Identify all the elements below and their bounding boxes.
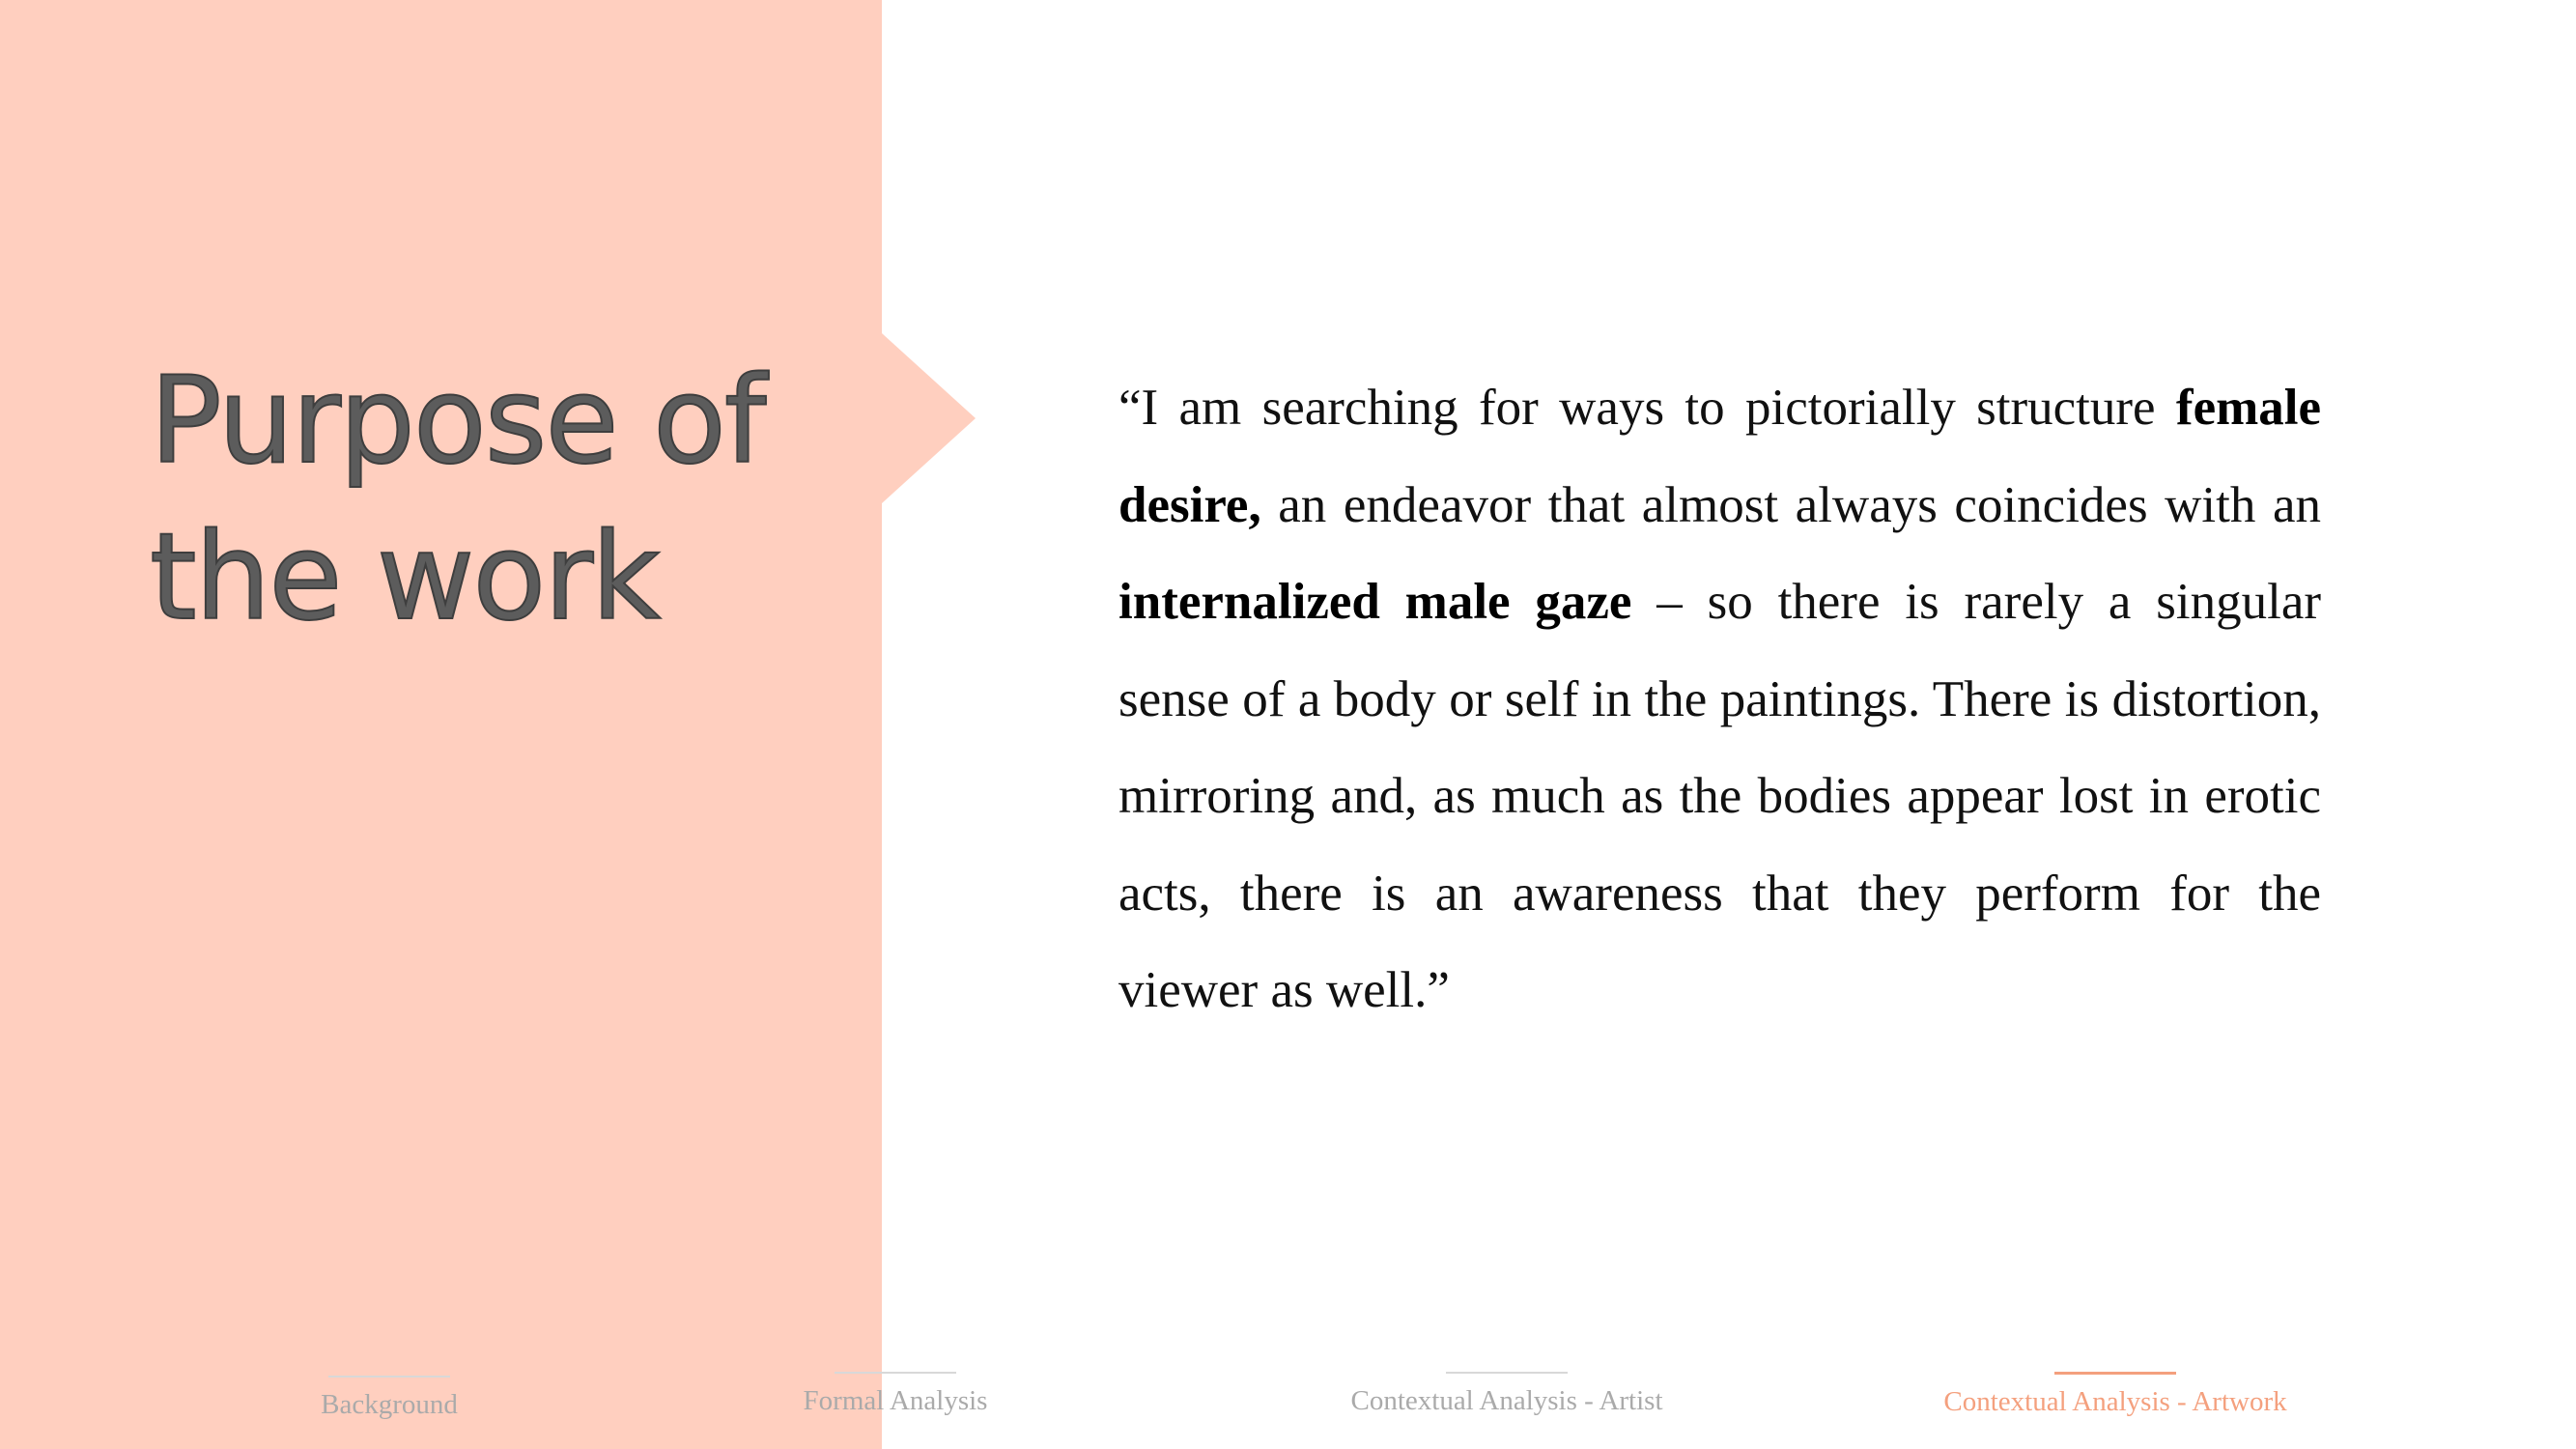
quote-segment: – so there is rarely a singular sense of a body or self in the paintings. There is distortion, mirroring and, as much as the bodies appear lost in erotic acts, there is an awareness that they perform for the viewer as well.”	[1118, 574, 2321, 1018]
quote-emphasis-male-gaze: internalized male gaze	[1118, 574, 1632, 630]
nav-indicator	[1446, 1372, 1568, 1374]
slide-title-line-2: the work	[150, 508, 659, 647]
quote-emphasis-female-desire: female desire,	[1118, 380, 2321, 533]
quote-segment: an endeavor that almost always coincides with an	[1260, 476, 2321, 533]
quote-segment: “I am searching for ways to pictorially structure	[1118, 380, 2176, 436]
nav-item-background[interactable]	[317, 1376, 462, 1434]
artist-quote	[1118, 359, 2321, 1039]
nav-item-label: Background	[321, 1389, 458, 1420]
nav-item-label: Formal Analysis	[803, 1385, 988, 1416]
nav-item-label: Contextual Analysis - Artist	[1350, 1385, 1663, 1416]
nav-item-contextual-analysis-artwork[interactable]	[1927, 1372, 2304, 1430]
title-panel	[0, 0, 882, 1449]
nav-indicator-active	[2054, 1372, 2176, 1375]
panel-arrow-pointer	[882, 333, 976, 503]
nav-item-label: Contextual Analysis - Artwork	[1943, 1386, 2287, 1417]
nav-indicator	[835, 1372, 956, 1374]
nav-item-contextual-analysis-artist[interactable]	[1333, 1372, 1681, 1430]
slide-title-line-1: Purpose of	[150, 352, 765, 491]
slide-title	[150, 343, 845, 656]
nav-indicator	[328, 1376, 450, 1378]
nav-item-formal-analysis[interactable]	[794, 1372, 997, 1430]
